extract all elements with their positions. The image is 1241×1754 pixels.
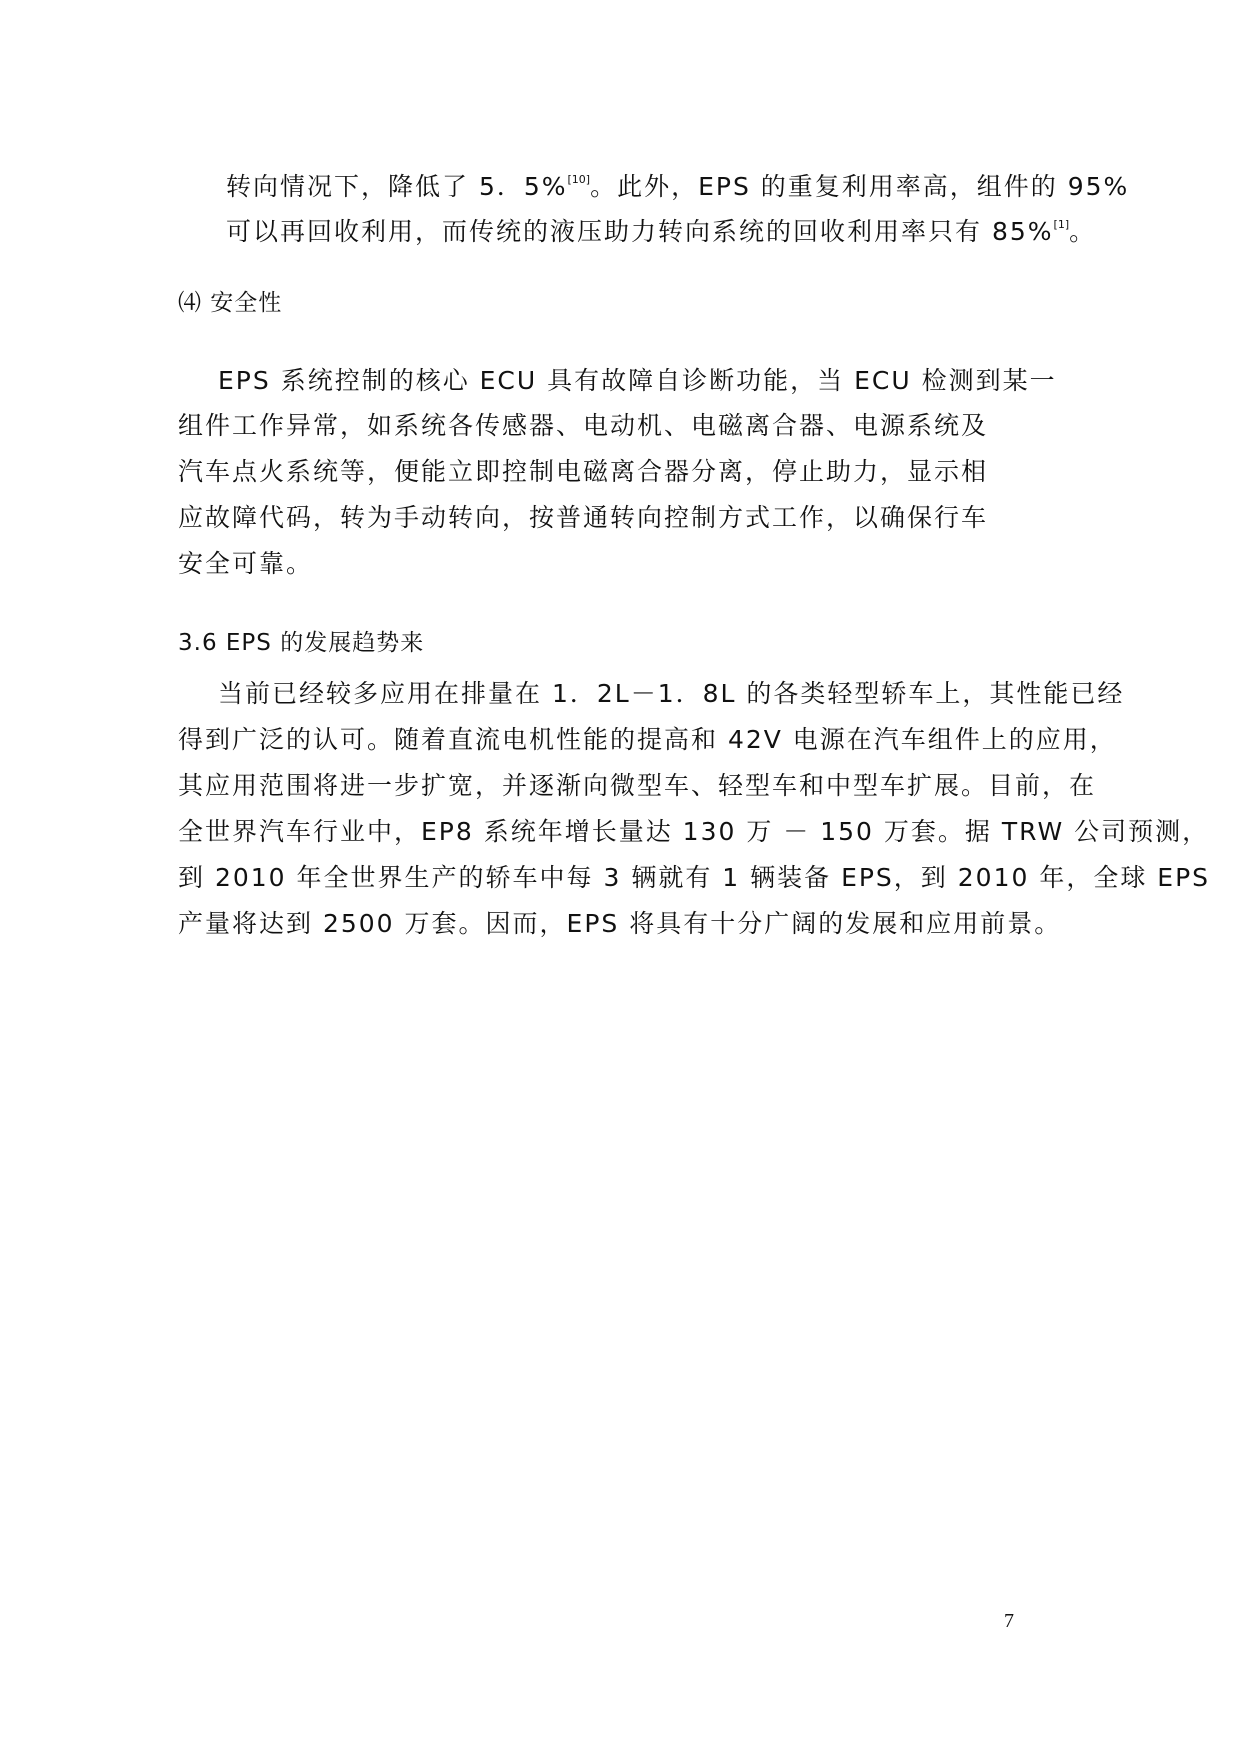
page-number: 7	[1004, 1610, 1014, 1632]
paragraph-line: 全世界汽车行业中，EP8 系统年增长量达 130 万 － 150 万套。据 TRW 公司预测，	[178, 817, 1210, 846]
paragraph-line: EPS 系统控制的核心 ECU 具有故障自诊断功能，当 ECU 检测到某一	[218, 366, 1057, 395]
text-segment: 可以再回收利用，而传统的液压助力转向系统的回收利用率只有 85%	[226, 217, 1054, 246]
paragraph-line: 其应用范围将进一步扩宽，并逐渐向微型车、轻型车和中型车扩展。目前，在	[178, 771, 1097, 800]
paragraph-line: 得到广泛的认可。随着直流电机性能的提高和 42V 电源在汽车组件上的应用，	[178, 725, 1117, 754]
paragraph-line: 到 2010 年全世界生产的轿车中每 3 辆就有 1 辆装备 EPS，到 2010 年，全球 EPS	[178, 863, 1211, 892]
paragraph-line	[226, 162, 1129, 205]
paragraph-line: 产量将达到 2500 万套。因而，EPS 将具有十分广阔的发展和应用前景。	[178, 909, 1062, 938]
citation-ref: [1]	[1053, 218, 1070, 231]
paragraph-line: 安全可靠。	[178, 549, 314, 578]
text-segment: 转向情况下，降低了 5．5%	[226, 172, 568, 201]
paragraph-line: 应故障代码，转为手动转向，按普通转向控制方式工作，以确保行车	[178, 503, 989, 532]
section-heading: ⑷ 安全性	[178, 290, 283, 316]
paragraph-line: 汽车点火系统等，便能立即控制电磁离合器分离，停止助力，显示相	[178, 457, 989, 486]
citation-ref: [10]	[567, 173, 591, 186]
paragraph-line: 当前已经较多应用在排量在 1．2L－1．8L 的各类轻型轿车上，其性能已经	[218, 679, 1125, 708]
paragraph-line	[226, 207, 1096, 250]
section-heading: 3.6 EPS 的发展趋势来	[178, 630, 425, 656]
text-segment: 。此外，EPS 的重复利用率高，组件的 95%	[590, 172, 1130, 201]
paragraph-line: 组件工作异常，如系统各传感器、电动机、电磁离合器、电源系统及	[178, 411, 989, 440]
text-segment: 。	[1069, 217, 1097, 246]
